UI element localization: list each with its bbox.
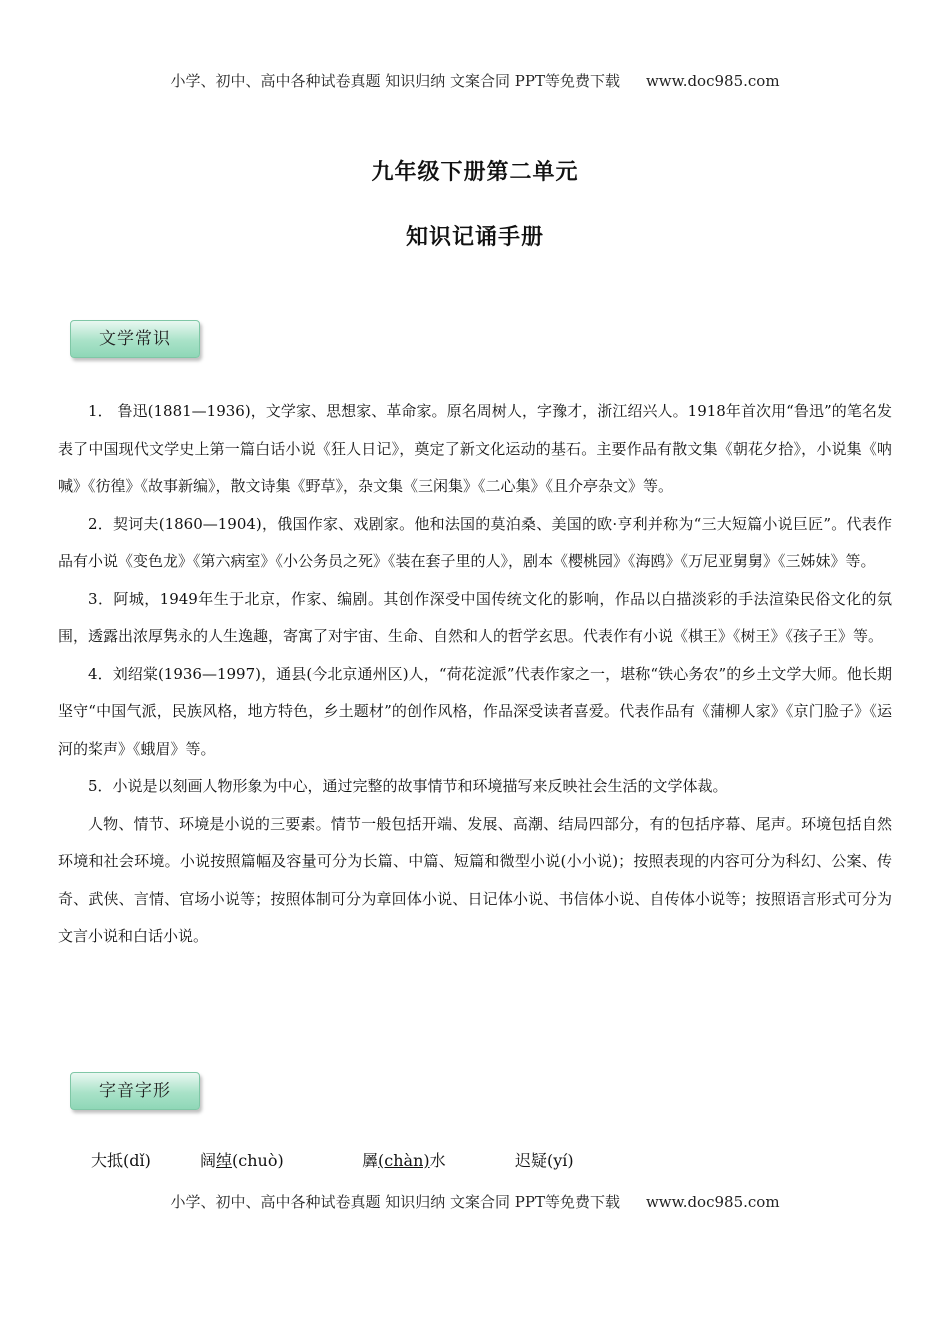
- paragraph-novel-elements: 人物、情节、环境是小说的三要素。情节一般包括开端、发展、高潮、结局四部分，有的包括序幕、尾声。环境包括自然环境和社会环境。小说按照篇幅及容量可分为长篇、中篇、短篇和微型小说(小小说)；按照表现的内容可分为科幻、公案、传奇、武侠、言情、官场小说等；按照体制可分为章回体小说、日记体小说、书信体小说、自传体小说等；按照语言形式可分为文言小说和白话小说。: [58, 814, 892, 945]
- page-footer: [0, 1191, 950, 1212]
- header-site-link[interactable]: www.doc985.com: [645, 72, 780, 90]
- pinyin-row: [0, 1148, 950, 1172]
- pinyin-item: 迟疑(yí): [515, 1151, 574, 1170]
- paragraph-lu-xun: 1． 鲁迅(1881—1936)，文学家、思想家、革命家。原名周树人，字豫才，浙江绍兴人。1918年首次用“鲁迅”的笔名发表了中国现代文学史上第一篇白话小说《狂人日记》，奠定了新文化运动的基石。主要作品有散文集《朝花夕拾》，小说集《呐喊》《彷徨》《故事新编》，散文诗集《野草》，杂文集《三闲集》《二心集》《且介亭杂文》等。: [58, 402, 892, 495]
- footer-text: 小学、初中、高中各种试卷真题 知识归纳 文案合同 PPT等免费下载: [170, 1193, 620, 1211]
- document-subtitle: 知识记诵手册: [405, 224, 544, 250]
- pinyin-item: 大抵(dǐ): [91, 1151, 151, 1170]
- literature-body: [58, 393, 892, 956]
- paragraph-a-cheng: 3．阿城，1949年生于北京，作家、编剧。其创作深受中国传统文化的影响，作品以白描淡彩的手法渲染民俗文化的氛围，透露出浓厚隽永的人生逸趣，寄寓了对宇宙、生命、自然和人的哲学玄思。代表作有小说《棋王》《树王》《孩子王》等。: [58, 589, 892, 645]
- footer-site-link[interactable]: www.doc985.com: [645, 1193, 780, 1211]
- document-title: 九年级下册第二单元: [371, 159, 579, 185]
- section-label-pronunciation: 字音字形: [70, 1072, 200, 1110]
- header-text: 小学、初中、高中各种试卷真题 知识归纳 文案合同 PPT等免费下载: [170, 72, 620, 90]
- page-header: [0, 70, 950, 91]
- pinyin-item: 阔绰(chuò): [200, 1151, 284, 1170]
- pinyin-item: 羼(chàn)水: [362, 1151, 446, 1170]
- paragraph-novel-definition: 5．小说是以刻画人物形象为中心，通过完整的故事情节和环境描写来反映社会生活的文学体裁。: [88, 777, 728, 795]
- paragraph-chekhov: 2．契诃夫(1860—1904)，俄国作家、戏剧家。他和法国的莫泊桑、美国的欧·亨利并称为“三大短篇小说巨匠”。代表作品有小说《变色龙》《第六病室》《小公务员之死》《装在套子里的人》，剧本《樱桃园》《海鸥》《万尼亚舅舅》《三姊妹》等。: [58, 514, 892, 570]
- section-label-literature: 文学常识: [70, 320, 200, 358]
- paragraph-liu-shaotang: 4．刘绍棠(1936—1997)，通县(今北京通州区)人，“荷花淀派”代表作家之一，堪称“铁心务农”的乡土文学大师。他长期坚守“中国气派，民族风格，地方特色，乡土题材”的创作风格，作品深受读者喜爱。代表作品有《蒲柳人家》《京门脸子》《运河的桨声》《蛾眉》等。: [58, 664, 892, 758]
